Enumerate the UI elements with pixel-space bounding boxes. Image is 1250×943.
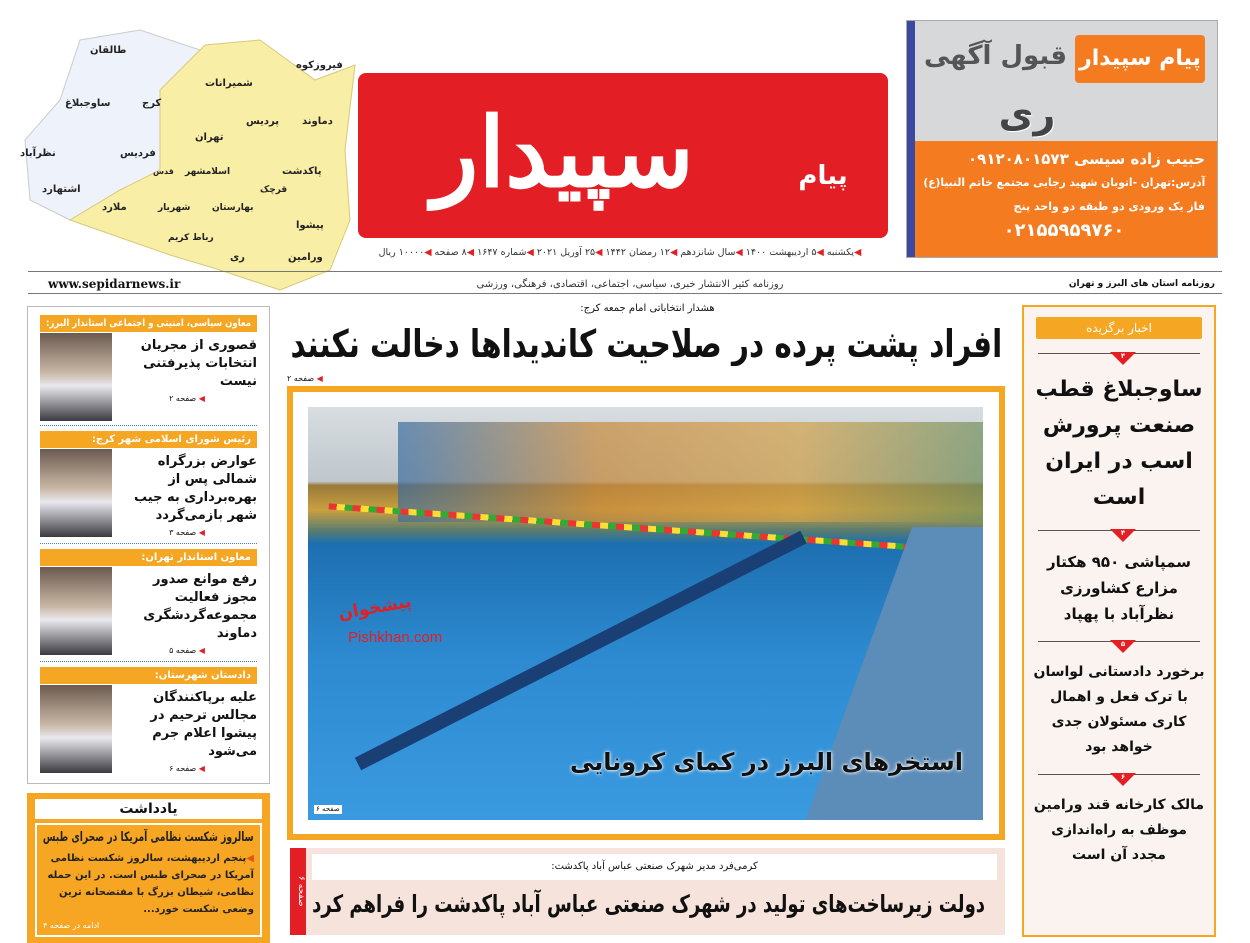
page-ref[interactable]: ◀ صفحه ۳ (117, 527, 257, 539)
date-item: ۲۵ آوریل ۲۰۲۱ (536, 247, 596, 258)
divider (28, 293, 1222, 294)
editorial-note[interactable] (27, 793, 270, 943)
news-headline[interactable]: قصوری از مجریان انتخابات پذیرفتنی نیست (140, 338, 257, 389)
news-body (40, 685, 257, 775)
page-ref[interactable]: ◀ صفحه ۵ (117, 645, 257, 657)
news-body (40, 567, 257, 657)
news-text (112, 685, 257, 775)
page-ref[interactable]: ◀ صفحه ۲ (287, 374, 323, 384)
map-label: کرج (142, 98, 162, 109)
news-text (112, 449, 257, 539)
tagline-box (380, 278, 880, 291)
news-kicker: دادستان شهرستان: (154, 670, 251, 681)
note-label: یادداشت (35, 799, 262, 819)
map-label: تهران (195, 132, 224, 143)
date-item: شماره ۱۶۴۷ (477, 247, 527, 258)
date-item: ۱۲ رمضان ۱۴۴۲ (605, 247, 670, 258)
map-label: قدس (153, 167, 174, 176)
map-label: رباط کریم (168, 233, 214, 243)
news-headline[interactable]: علیه برپاکنندگان مجالس ترحیم در پیشوا اعلام جرم می‌شود (150, 690, 257, 759)
map-label: پاکدشت (282, 166, 322, 177)
dateline (360, 246, 880, 260)
news-kicker-box (40, 667, 257, 684)
ad-strip (907, 21, 915, 257)
date-item: ۱۰۰۰۰ ریال (378, 247, 425, 258)
bottom-headline-box (312, 888, 985, 920)
ad-city: ری (998, 92, 1056, 136)
dateline-text: ◀یکشنبه ◀۵ اردیبهشت ۱۴۰۰ ◀سال شانزدهم ◀۱۲ رمضان ۱۴۴۲ ◀۲۵ آوریل ۲۰۲۱ ◀شماره ۱۶۴۷ ◀۸ صفحه ◀۱۰۰۰۰ ریال (378, 247, 862, 258)
watermark: پیشخوان (336, 591, 414, 625)
ad-brand: پیام سپیدار (1079, 46, 1201, 71)
page-marker (1038, 352, 1200, 360)
tagline: روزنامه کثیر الانتشار خبری، سیاسی، اجتماعی، اقتصادی، فرهنگی، ورزشی (476, 279, 784, 290)
selected-headline[interactable]: سمپاشی ۹۵۰ هکتار مزارع کشاورزی نظرآباد با پهپاد (1047, 553, 1191, 623)
advertisement[interactable] (906, 20, 1218, 258)
logo-name: سپیدار (432, 96, 694, 209)
website-link[interactable]: www.sepidarnews.ir (48, 277, 181, 291)
ad-phone: ۰۲۱۵۵۹۵۹۷۶۰ (1003, 220, 1125, 241)
map-label: ورامین (288, 252, 323, 263)
map-label: ساوجبلاغ (65, 98, 111, 109)
lead-kicker-box (290, 302, 1005, 315)
news-body (40, 449, 257, 539)
ad-address-box (923, 171, 1205, 195)
page-marker (1038, 640, 1200, 648)
note-text: ◀ پنجم اردیبهشت، سالروز شکست نظامی آمریکا در صحرای طبس است. در این حمله نظامی، شیطان بزرگ با مفتضحانه ترین وضعی شکست خورد... (43, 850, 254, 918)
news-kicker-box (40, 549, 257, 566)
page-marker (1038, 773, 1200, 781)
bottom-story[interactable] (290, 848, 1005, 935)
left-column-wrapper (27, 306, 270, 943)
ad-title: قبول آگهی (923, 41, 1067, 71)
news-photo (40, 567, 112, 655)
ad-address: آدرس:تهران -اتوبان شهید رجایی مجتمع خاتم النبیا(ع) (923, 176, 1205, 189)
map-label: اشتهارد (42, 184, 81, 195)
map-label: دماوند (302, 116, 333, 127)
news-kicker: رئیس شورای اسلامی شهر کرج: (91, 434, 251, 445)
map-label: ری (230, 252, 245, 263)
map-label: طالقان (90, 45, 127, 56)
date-item: سال شانزدهم (680, 247, 736, 258)
news-text (112, 567, 257, 657)
note-more-link[interactable]: ادامه در صفحه ۴ (43, 921, 100, 930)
ad-title-box (917, 39, 1067, 73)
photo-caption-box (363, 747, 963, 777)
page-ref[interactable]: ◀ صفحه ۲ (117, 393, 257, 405)
selected-headline[interactable]: ساوجبلاغ قطب صنعت پرورش اسب در ایران است (1035, 377, 1203, 510)
lead-headline-box (290, 320, 1002, 368)
map-label: فردیس (120, 148, 156, 159)
news-headline[interactable]: رفع موانع صدور مجوز فعالیت مجموعه‌گردشگری دماوند (143, 572, 257, 641)
ad-contact (915, 141, 1217, 257)
bottom-kicker-box (312, 854, 997, 880)
selected-news-column (1022, 305, 1216, 937)
lane-stripe (355, 531, 807, 770)
news-photo (40, 685, 112, 773)
bottom-kicker: کرمی‌فرد مدیر شهرک صنعتی عباس آباد پاکدشت: (551, 861, 758, 872)
map-label: ملارد (102, 202, 127, 213)
map-label: اسلامشهر (185, 167, 231, 177)
map-label: پردیس (246, 116, 279, 127)
province-label: روزنامه استان های البرز و تهران (1068, 279, 1215, 289)
page-number: ۴ (1120, 352, 1126, 360)
news-photo (40, 449, 112, 537)
divider (28, 271, 1222, 272)
selected-headline[interactable]: برخورد دادستانی لواسان با ترک فعل و اهمال کاری مسئولان جدی خواهد بود (1033, 664, 1205, 755)
map-label: بهارستان (212, 203, 254, 213)
date-item: یکشنبه (826, 247, 855, 258)
news-item[interactable] (40, 549, 257, 662)
map-label: شمیرانات (205, 78, 253, 89)
news-kicker-box (40, 431, 257, 448)
note-headline[interactable]: سالروز شکست نظامی آمریکا در صحرای طبس (43, 830, 254, 845)
ad-phone-box (923, 219, 1205, 243)
news-headline[interactable]: عوارض بزرگراه شمالی پس از بهره‌برداری به جیب شهر بازمی‌گردد (134, 454, 257, 523)
map-label: نظرآباد (20, 148, 56, 159)
news-kicker: معاون استاندار تهران: (141, 552, 251, 563)
page-ref[interactable]: ◀ صفحه ۶ (117, 763, 257, 775)
masthead-logo[interactable] (358, 73, 888, 238)
ad-name-phone: حبیب زاده سیسی ۰۹۱۲۰۸۰۱۵۷۳ (968, 150, 1205, 168)
page-marker (1038, 529, 1200, 537)
logo-prefix-box (778, 161, 868, 191)
ad-brand-box (1075, 35, 1205, 83)
ad-name-phone-box (923, 147, 1205, 171)
page-number: ۴ (1120, 529, 1126, 537)
mosaic-wall (398, 422, 983, 522)
note-headline-box (43, 829, 254, 846)
province-box (1010, 278, 1215, 291)
page-number: ۶ (1120, 773, 1126, 781)
map-label: پیشوا (296, 220, 324, 231)
column-title: اخبار برگزیده (1036, 317, 1202, 339)
lead-headline[interactable]: افراد پشت پرده در صلاحیت کاندیداها دخالت نکنند (290, 322, 1002, 366)
map-label: قرچک (260, 185, 288, 195)
map-label: شهریار (158, 203, 191, 213)
date-item: ۵ اردیبهشت ۱۴۰۰ (745, 247, 817, 258)
logo-prefix: پیام (798, 161, 848, 191)
ad-city-box (967, 91, 1087, 137)
page-ref[interactable]: صفحه ۶ (290, 848, 306, 935)
ad-address-box (923, 195, 1205, 219)
region-map (20, 20, 360, 295)
news-item[interactable] (40, 431, 257, 544)
date-item: ۸ صفحه (434, 247, 467, 258)
left-news-column (27, 306, 270, 784)
lead-kicker: هشدار انتخاباتی امام جمعه کرج: (580, 303, 715, 314)
watermark-url: Pishkhan.com (348, 629, 443, 646)
lead-photo[interactable] (308, 407, 983, 820)
news-kicker: معاون سیاسی، امنیتی و اجتماعی استاندار البرز: (46, 318, 251, 329)
selected-headline[interactable]: مالک کارخانه قند ورامین موظف به راه‌اندازی مجدد آن است (1033, 797, 1205, 863)
logo-name-box (368, 83, 758, 223)
photo-caption: استخرهای البرز در کمای کرونایی (569, 748, 963, 776)
ad-address: فاز یک ورودی دو طبقه دو واحد پنج (1013, 200, 1205, 213)
page-ref[interactable]: صفحه ۶ (316, 805, 340, 813)
map-label: فیروزکوه (296, 60, 343, 71)
page-number: ۵ (1120, 640, 1126, 648)
bottom-headline[interactable]: دولت زیرساخت‌های تولید در شهرک صنعتی عباس آباد پاکدشت را فراهم کرد (312, 890, 985, 918)
news-item[interactable] (40, 667, 257, 779)
